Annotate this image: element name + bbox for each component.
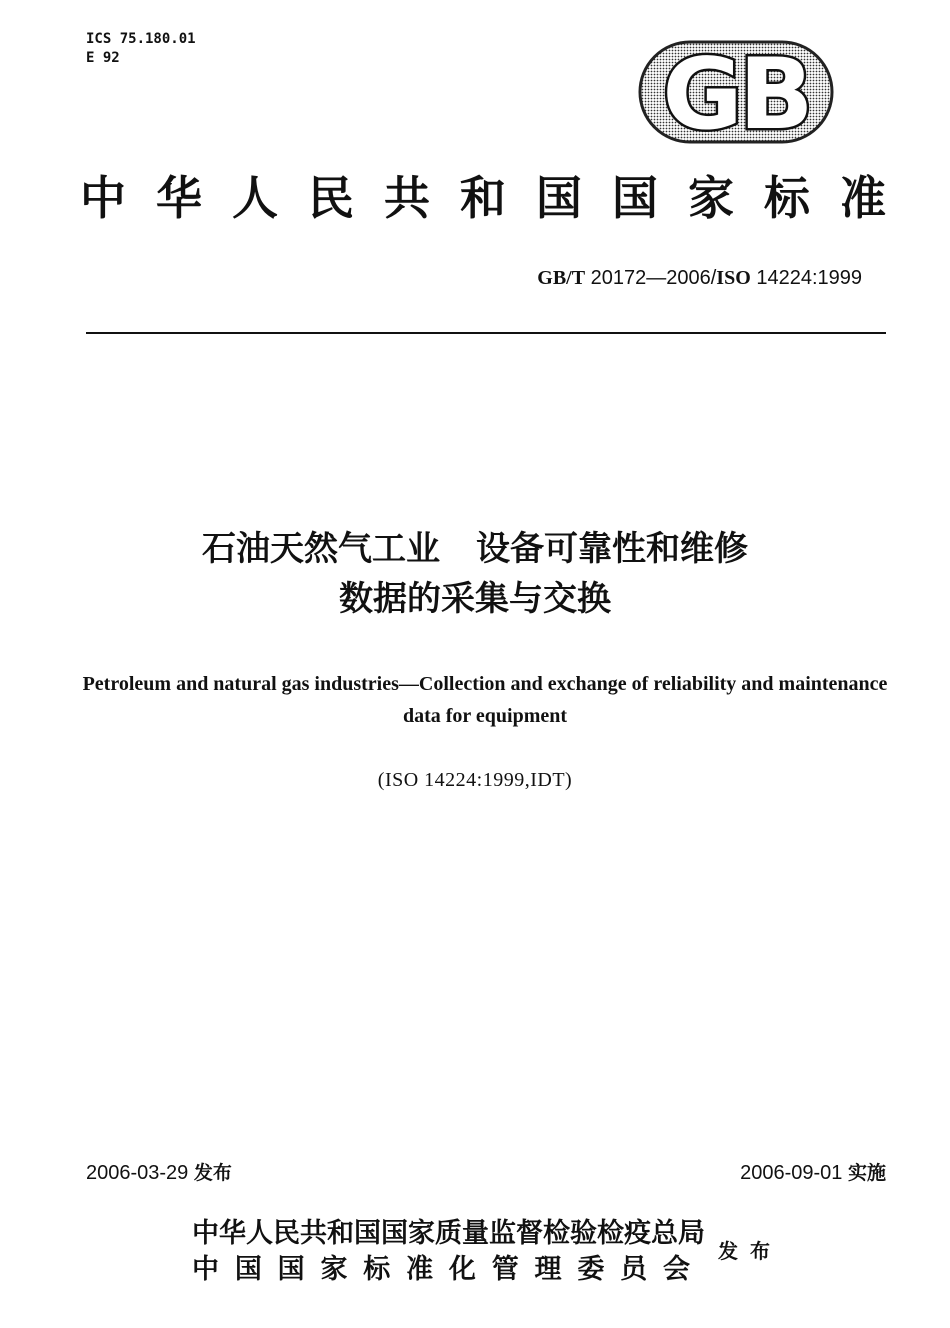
chinese-title-part-1: 石油天然气工业	[202, 529, 440, 569]
gb-logo-text: GB	[662, 40, 810, 144]
header-divider	[86, 332, 886, 334]
iso-prefix: ISO	[716, 267, 751, 289]
issue-date	[86, 1158, 232, 1188]
english-title: Petroleum and natural gas industries—Collection and exchange of reliability and maintenance data for equipment	[82, 673, 888, 727]
standard-prefix: GB/T	[537, 267, 586, 289]
chinese-title	[0, 524, 950, 624]
national-standard-header: 中华人民共和国国家标准	[80, 171, 892, 225]
issue-label: 发布	[193, 1162, 232, 1184]
publish-label: 发布	[718, 1239, 782, 1263]
chinese-title-line-1	[0, 524, 950, 574]
ccs-code: E 92	[86, 50, 120, 66]
chinese-title-part-2: 设备可靠性和维修	[476, 529, 748, 569]
impl-date-value: 2006-09-01	[740, 1162, 843, 1184]
issuer-sac: 中国国家标准化管理委员会	[192, 1254, 690, 1285]
iso-number-value: 14224:1999	[750, 267, 862, 289]
issuer-aqsiq: 中华人民共和国国家质量监督检验检疫总局	[192, 1218, 705, 1249]
standard-number-value: 20172—2006/	[585, 267, 717, 289]
gb-standard-logo	[638, 40, 834, 144]
ics-code: ICS 75.180.01	[86, 31, 196, 47]
implementation-date	[740, 1158, 886, 1188]
iso-reference: (ISO 14224:1999,IDT)	[377, 769, 573, 791]
impl-label: 实施	[847, 1162, 886, 1184]
standard-number	[537, 266, 862, 290]
chinese-title-line-2: 数据的采集与交换	[339, 579, 611, 619]
issue-date-value: 2006-03-29	[86, 1162, 189, 1184]
classification-codes	[86, 30, 196, 68]
